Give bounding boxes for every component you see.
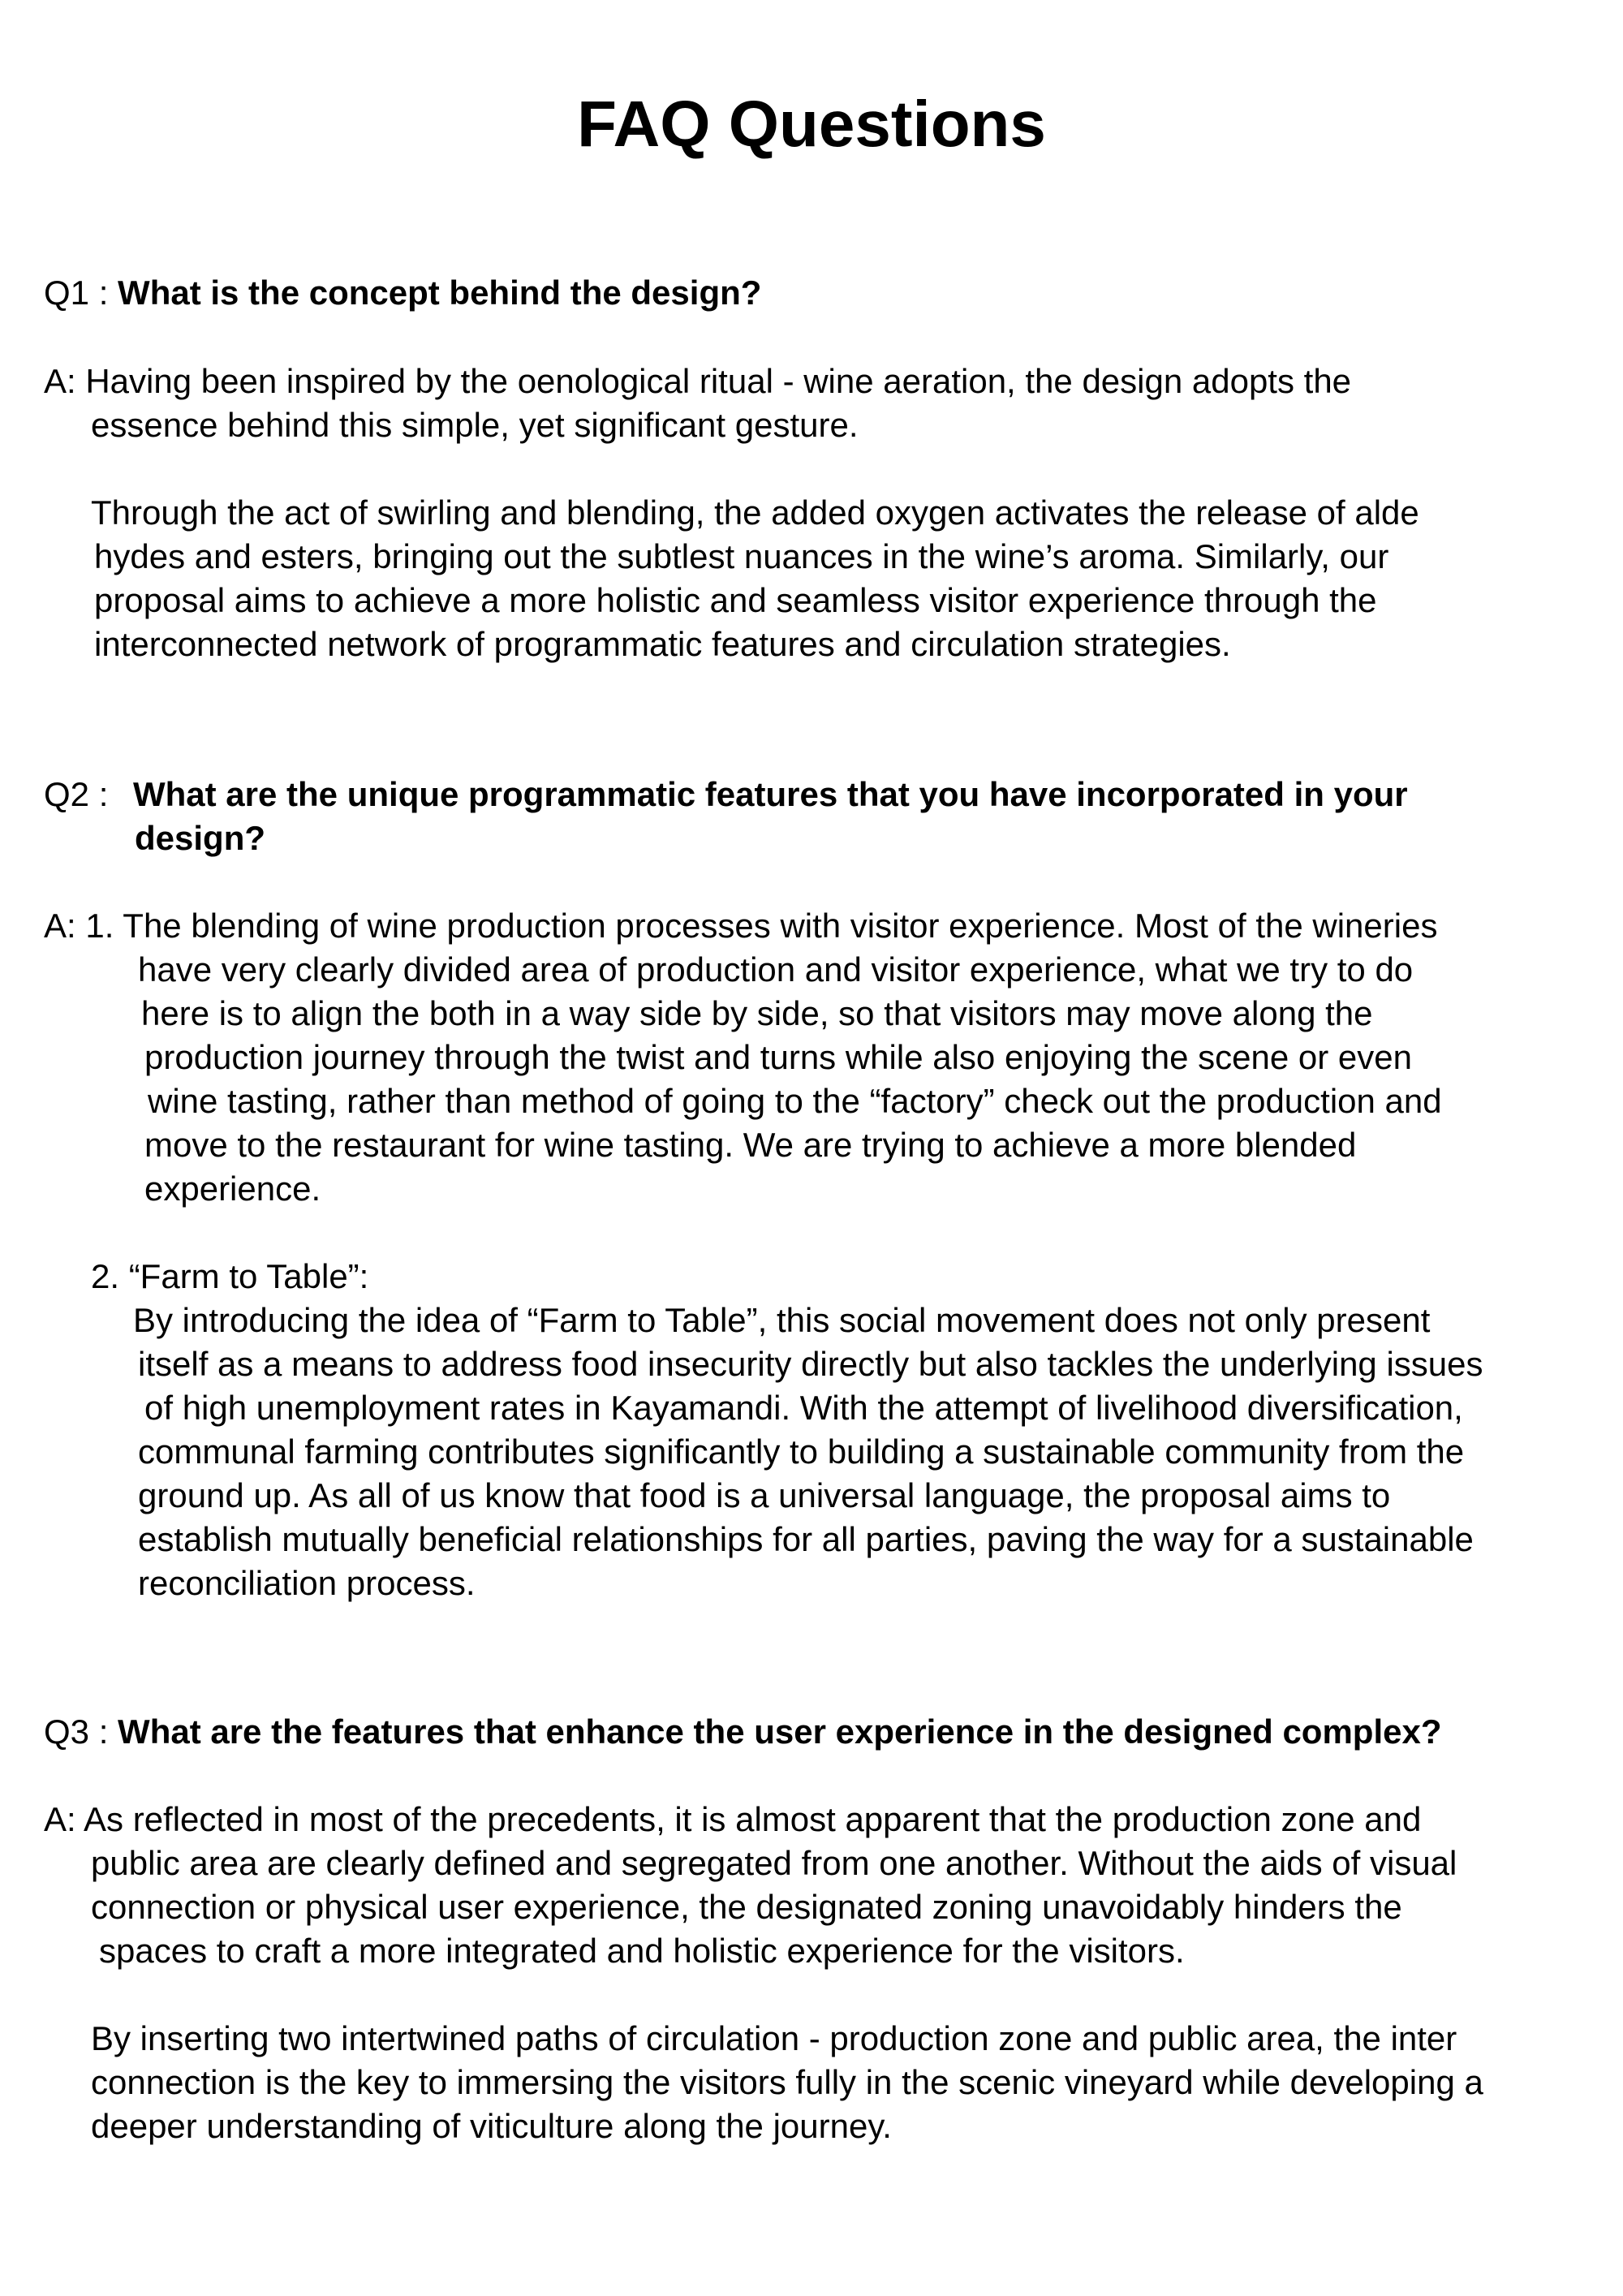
answer-line: here is to align the both in a way side by side, so that visitors may move along the [141, 994, 1373, 1032]
answer-line: of high unemployment rates in Kayamandi. With the attempt of livelihood diversification, [144, 1389, 1463, 1427]
answer-line: communal farming contributes significantly to building a sustainable community from the [138, 1432, 1465, 1471]
question-prefix: Q2 : [44, 775, 109, 813]
answer-line: Through the act of swirling and blending, the added oxygen activates the release of alde [91, 493, 1419, 532]
answer-line: public area are clearly defined and segregated from one another. Without the aids of visual [91, 1844, 1457, 1882]
answer-line: have very clearly divided area of production and visitor experience, what we try to do [138, 950, 1414, 989]
answer-line: 2. “Farm to Table”: [91, 1257, 369, 1295]
answer-line: establish mutually beneficial relationships for all parties, paving the way for a sustainable [138, 1520, 1474, 1558]
answer-line: A: 1. The blending of wine production processes with visitor experience. Most of the wineries [44, 907, 1438, 945]
answer-line: itself as a means to address food insecurity directly but also tackles the underlying issues [138, 1345, 1483, 1383]
answer-line: experience. [144, 1170, 321, 1208]
answer-line: connection is the key to immersing the visitors fully in the scenic vineyard while developing a [91, 2063, 1483, 2101]
answer-line: wine tasting, rather than method of going to the “factory” check out the production and [148, 1082, 1442, 1120]
question-text: What are the features that enhance the user experience in the designed complex? [118, 1712, 1442, 1751]
answer-line: connection or physical user experience, the designated zoning unavoidably hinders the [91, 1888, 1402, 1926]
answer-line: reconciliation process. [138, 1564, 476, 1602]
answer-line: hydes and esters, bringing out the subtlest nuances in the wine’s aroma. Similarly, our [94, 537, 1389, 575]
question-text: What are the unique programmatic features that you have incorporated in your [133, 775, 1408, 813]
answer-line: ground up. As all of us know that food is a universal language, the proposal aims to [138, 1476, 1391, 1514]
faq-question-1 [44, 271, 761, 315]
page-title: FAQ Questions [577, 88, 1046, 160]
answer-line: interconnected network of programmatic features and circulation strategies. [94, 625, 1231, 663]
answer-line: spaces to craft a more integrated and holistic experience for the visitors. [99, 1932, 1185, 1970]
answer-line: move to the restaurant for wine tasting. We are trying to achieve a more blended [144, 1126, 1357, 1164]
answer-line: By introducing the idea of “Farm to Table”, this social movement does not only present [133, 1301, 1431, 1339]
question-prefix: Q1 : [44, 274, 118, 312]
answer-line: By inserting two intertwined paths of circulation - production zone and public area, the inter [91, 2019, 1457, 2057]
answer-line: A: As reflected in most of the precedents, it is almost apparent that the production zone and [44, 1800, 1422, 1838]
faq-question-3 [44, 1710, 1442, 1754]
answer-line: essence behind this simple, yet significant gesture. [91, 406, 859, 444]
question-text: design? [135, 819, 266, 857]
answer-line: production journey through the twist and turns while also enjoying the scene or even [144, 1038, 1412, 1076]
question-prefix: Q3 : [44, 1712, 118, 1751]
answer-line: A: Having been inspired by the oenological ritual - wine aeration, the design adopts the [44, 362, 1352, 400]
faq-question-2 [44, 773, 108, 816]
answer-line: deeper understanding of viticulture along the journey. [91, 2107, 892, 2145]
answer-line: proposal aims to achieve a more holistic and seamless visitor experience through the [94, 581, 1377, 619]
question-text: What is the concept behind the design? [118, 274, 762, 312]
